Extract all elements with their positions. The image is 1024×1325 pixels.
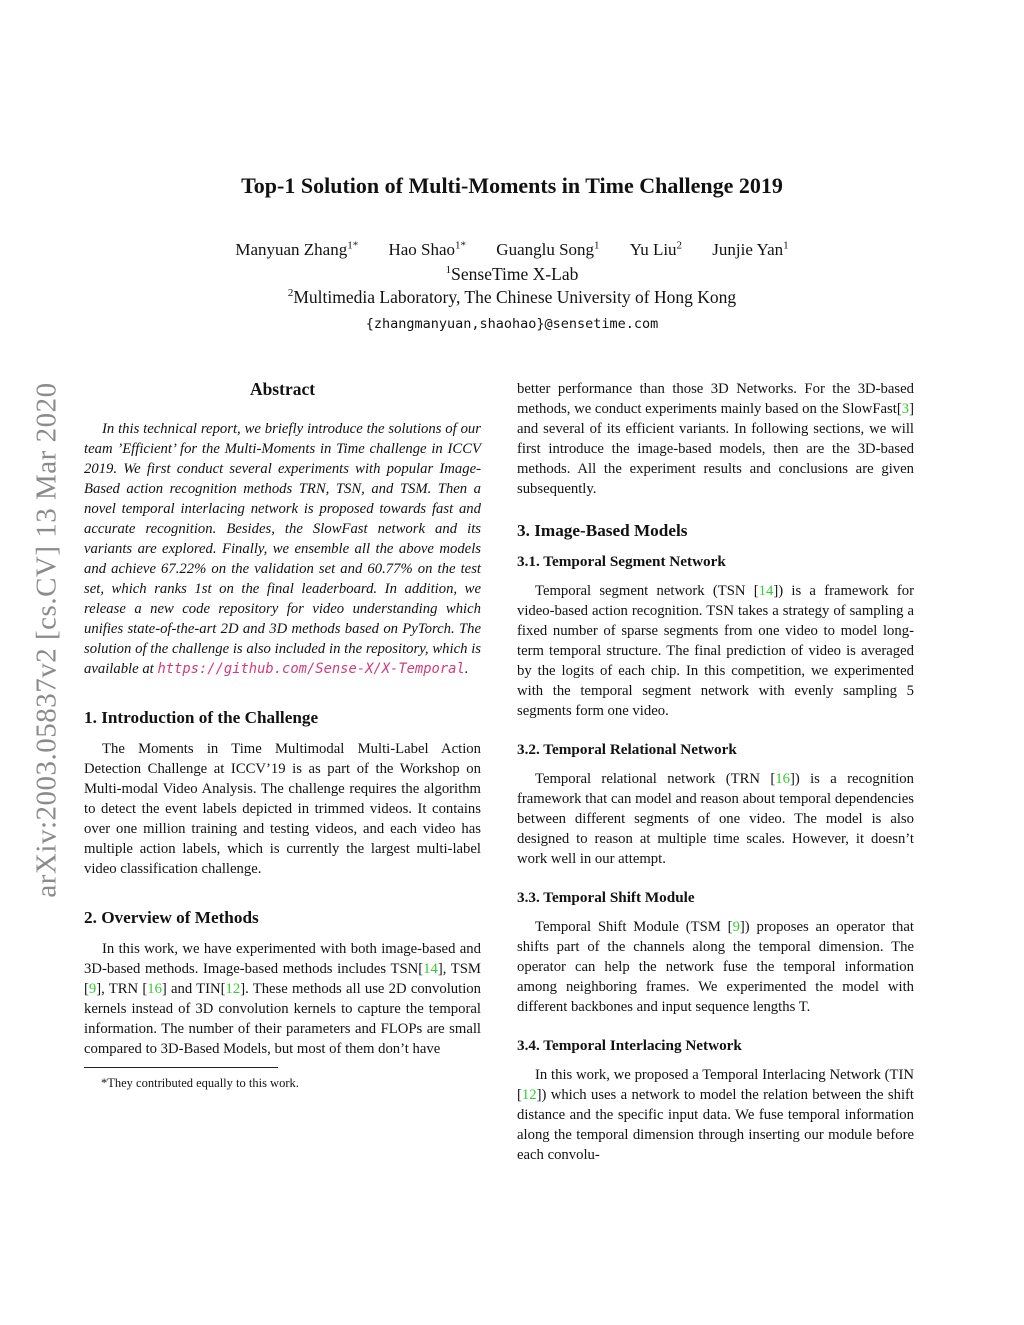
author-name: Hao Shao <box>388 240 456 259</box>
citation-ref[interactable]: 9 <box>88 981 97 997</box>
subsection-3-4-heading: 3.4. Temporal Interlacing Network <box>517 1037 742 1054</box>
citation-ref[interactable]: 12 <box>225 981 241 997</box>
repository-link[interactable]: https://github.com/Sense-X/X-Temporal <box>157 661 465 677</box>
author-name: Junjie Yan <box>712 240 784 259</box>
section-2-paragraph <box>84 939 481 1059</box>
author <box>496 240 599 259</box>
author-name: Guanglu Song <box>496 240 595 259</box>
footnote-rule <box>84 1067 278 1068</box>
author-name: Yu Liu <box>629 240 677 259</box>
subsection-3-3-paragraph <box>517 917 914 1017</box>
text-run: . <box>464 661 469 677</box>
abstract-heading: Abstract <box>249 379 316 399</box>
affiliation-line <box>0 264 1024 285</box>
affiliation-superscript: 1 <box>445 264 452 277</box>
subsection-3-4-paragraph <box>517 1065 914 1165</box>
citation-ref[interactable]: 16 <box>147 981 162 997</box>
text-run: ] and several of its efficient variants. In following sections, we will first introduce the image-based models, then are the 3D-based methods. All the experiment results and conclusions are given subsequently. <box>517 401 914 497</box>
text-run: ], TSM [ <box>84 961 481 997</box>
continuation-paragraph <box>517 379 914 499</box>
subsection-3-1-heading: 3.1. Temporal Segment Network <box>517 553 726 570</box>
subsection-3-2-heading: 3.2. Temporal Relational Network <box>517 741 737 758</box>
citation-ref[interactable]: 12 <box>521 1087 537 1103</box>
text-run: ]. These methods all use 2D convolution kernels instead of 3D convolution kernels to capture the temporal information. The number of their parameters and FLOPs are small compared to 3D-Based Models, but most of them don’t have <box>84 981 481 1057</box>
text-run: better performance than those 3D Networks. For the 3D-based methods, we conduct experiments mainly based on the SlowFast[ <box>517 381 914 417</box>
citation-ref[interactable]: 3 <box>901 401 910 417</box>
citation-ref[interactable]: 14 <box>758 583 774 599</box>
email-line: {zhangmanyuan,shaohao}@sensetime.com <box>365 316 659 332</box>
text-run: Temporal relational network (TRN [ <box>535 771 776 787</box>
author-line <box>0 240 1024 260</box>
text-run: ]) is a framework for video-based action recognition. TSN takes a strategy of sampling a fixed number of sparse segments from one video to model long-term temporal structure. The final prediction of video is averaged by the logits of each chip. In this competition, we experimented with the temporal segment network with evenly sampling 5 segments form one video. <box>517 583 915 719</box>
text-run: ]) which uses a network to model the relation between the shift distance and the specific input data. We fuse temporal information along the temporal dimension through inserting our module before each convolu- <box>517 1087 914 1163</box>
author <box>235 240 358 259</box>
text-run: ]) is a recognition framework that can model and reason about temporal dependencies between different segments of one video. The model is also designed to reason at multiple time scales. However, it doesn’t work well in our attempt. <box>517 771 914 867</box>
text-run: Temporal segment network (TSN [ <box>535 583 759 599</box>
author <box>630 240 682 259</box>
citation-ref[interactable]: 9 <box>732 919 740 935</box>
abstract-paragraph <box>84 419 481 679</box>
author-superscript: 1* <box>455 239 467 252</box>
arxiv-watermark: arXiv:2003.05837v2 [cs.CV] 13 Mar 2020 <box>30 382 63 898</box>
text-run: In this work, we proposed a Temporal Interlacing Network (TIN [ <box>517 1067 914 1103</box>
section-1-paragraph: The Moments in Time Multimodal Multi-Label Action Detection Challenge at ICCV’19 is as part of the Workshop on Multi-modal Video Analysis. The challenge requires the algorithm to detect the event labels depicted in trimmed videos. It contains over one million training and testing videos, and each video has multiple action labels, which is currently the largest multi-label video classification challenge. <box>84 741 481 877</box>
text-run: In this technical report, we briefly introduce the solutions of our team ’Efficient’ for the Multi-Moments in Time challenge in ICCV 2019. We first conduct several experiments with popular Image-Based action recognition methods TRN, TSN, and TSM. Then a novel temporal interlacing network is proposed towards fast and accurate recognition. Besides, the SlowFast network and its variants are explored. Finally, we ensemble all the above models and achieve 67.22% on the validation set and 60.77% on the test set, which ranks 1st on the final leaderboard. In addition, we release a new code repository for video understanding which unifies state-of-the-art 2D and 3D methods based on PyTorch. The solution of the challenge is also included in the repository, which is available at <box>84 421 481 677</box>
citation-ref[interactable]: 16 <box>775 771 790 787</box>
author-name: Manyuan Zhang <box>235 240 348 259</box>
author-superscript: 1 <box>594 239 600 252</box>
section-3-heading: 3. Image-Based Models <box>517 521 688 540</box>
author-superscript: 1* <box>347 239 359 252</box>
footnote-text: *They contributed equally to this work. <box>101 1076 299 1090</box>
affiliation-superscript: 2 <box>287 287 294 300</box>
text-run: In this work, we have experimented with both image-based and 3D-based methods. Image-based methods includes TSN[ <box>84 941 481 977</box>
affiliation-line <box>0 287 1024 308</box>
left-column <box>84 379 481 1093</box>
affiliation-name: SenseTime X-Lab <box>451 264 579 284</box>
subsection-3-1-paragraph <box>517 581 914 721</box>
subsection-3-2-paragraph <box>517 769 914 869</box>
text-run: ], TRN [ <box>96 981 148 997</box>
affiliation-name: Multimedia Laboratory, The Chinese University of Hong Kong <box>293 287 737 307</box>
text-run: ] and TIN[ <box>161 981 226 997</box>
citation-ref[interactable]: 14 <box>423 961 438 977</box>
section-1-heading: 1. Introduction of the Challenge <box>84 708 319 727</box>
author-superscript: 1 <box>783 239 789 252</box>
right-column <box>517 379 914 1165</box>
paper-title: Top-1 Solution of Multi-Moments in Time Challenge 2019 <box>241 173 783 198</box>
footnote-block <box>84 1067 481 1093</box>
author <box>712 240 788 259</box>
section-2-heading: 2. Overview of Methods <box>84 908 259 927</box>
author-superscript: 2 <box>676 239 683 252</box>
text-run: ]) proposes an operator that shifts part of the channels along the temporal dimension. The operator can help the network fuse the temporal information among neighboring frames. We experimented the model with different backbones and input sequence lengths T. <box>517 919 914 1015</box>
text-run: Temporal Shift Module (TSM [ <box>535 919 733 935</box>
author <box>388 240 466 259</box>
subsection-3-3-heading: 3.3. Temporal Shift Module <box>517 889 695 906</box>
